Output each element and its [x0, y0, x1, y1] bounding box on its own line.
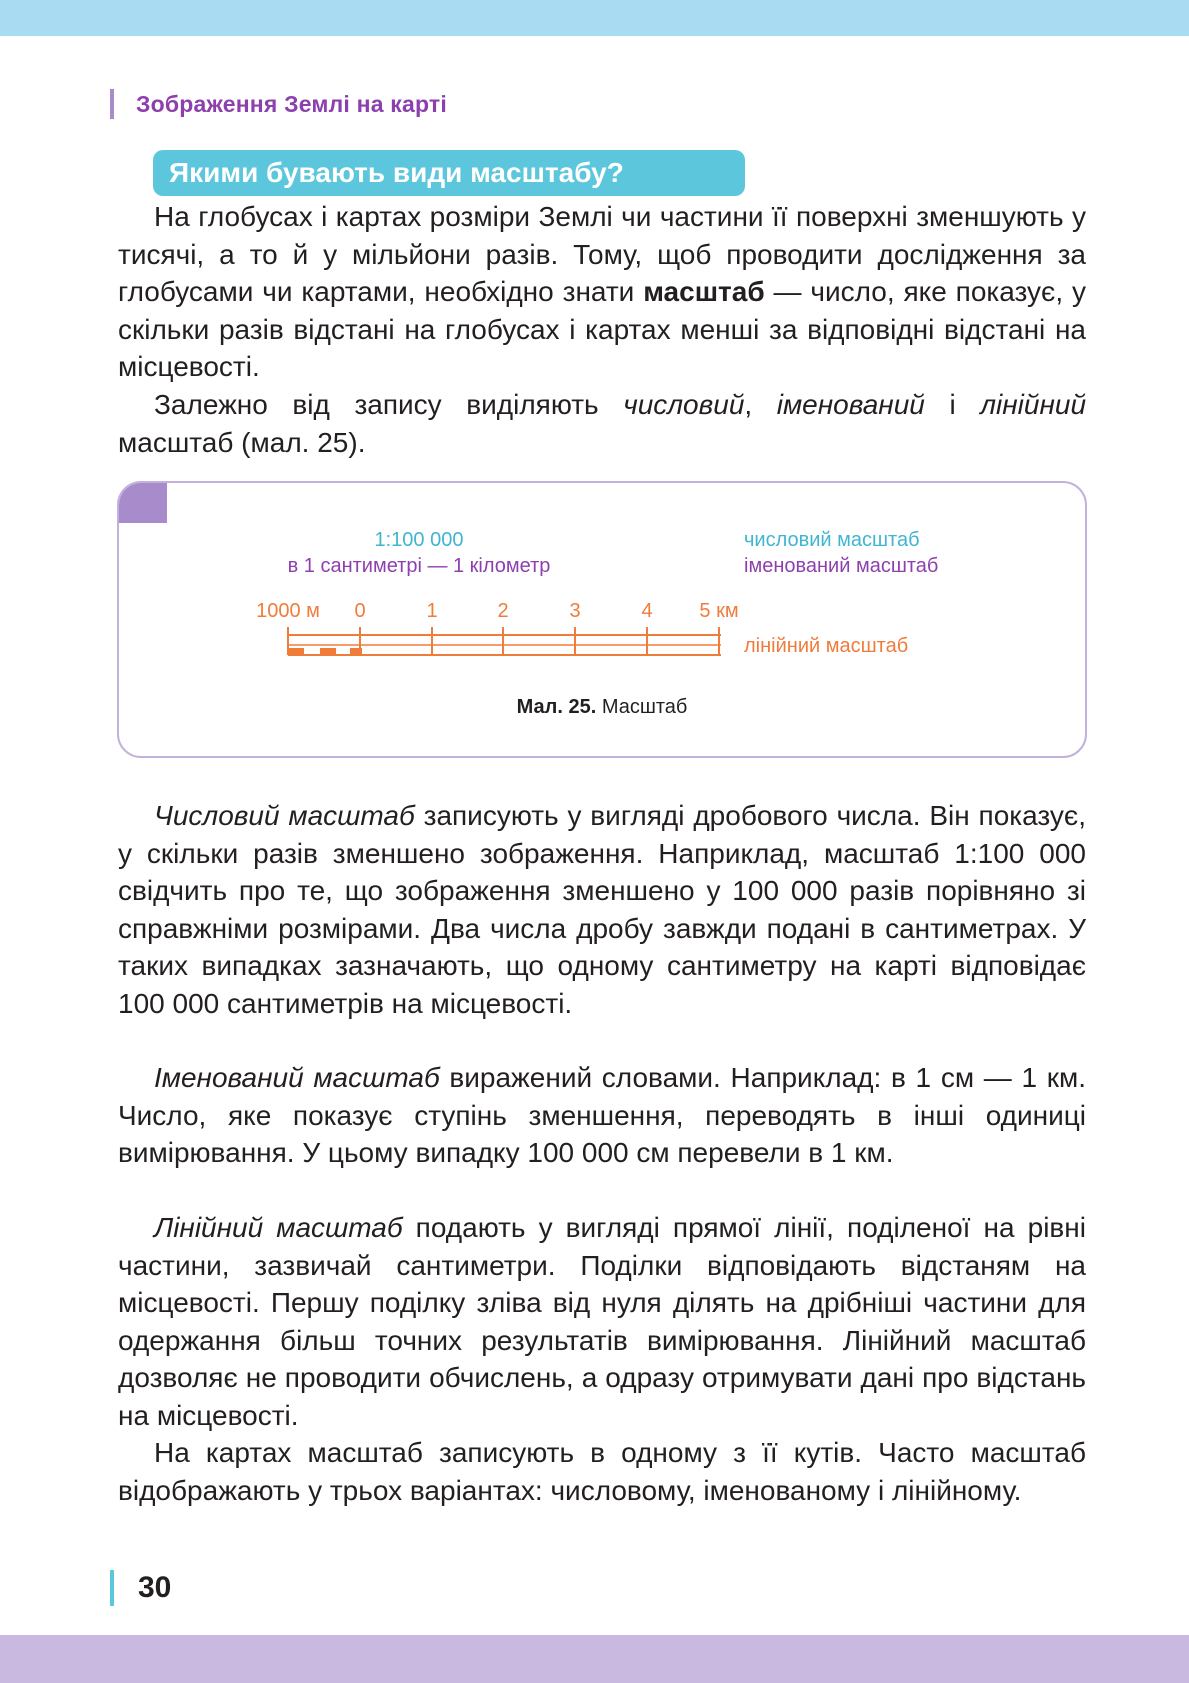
- term-numeric-scale: Числовий масштаб: [154, 800, 415, 831]
- term-named: іменований: [776, 389, 925, 420]
- running-head-bar: [110, 89, 114, 119]
- bottom-color-band: [0, 1635, 1189, 1683]
- paragraph-text: ,: [744, 389, 777, 420]
- top-color-band: [0, 0, 1189, 36]
- tick-label: 1000 м: [256, 600, 320, 622]
- paragraph-text: На глобусах і картах розміри Землі чи частини її поверхні зменшують у тисячі, а то й у мільйони разів. Тому, щоб проводити дослідження за глобусами чи картами, необхідно знати: [118, 201, 1086, 307]
- running-head: [110, 90, 447, 118]
- section-title: Якими бувають види масштабу?: [153, 150, 745, 196]
- tick-label: 2: [497, 600, 509, 622]
- page-number: [110, 1568, 171, 1608]
- running-head-text: Зображення Землі на карті: [136, 90, 447, 117]
- label-linear-scale: лінійний масштаб: [744, 635, 909, 657]
- figure-caption: [517, 696, 688, 718]
- figure-25: [117, 481, 1087, 758]
- caption-number: Мал. 25.: [516, 696, 597, 718]
- term-linear-scale: Лінійний масштаб: [154, 1212, 403, 1243]
- term-linear: лінійний: [980, 389, 1087, 420]
- named-scale-text: в 1 сантиметрі — 1 кілометр: [287, 555, 551, 577]
- paragraph-intro: [118, 198, 1086, 386]
- tick-label: 5 км: [699, 600, 739, 622]
- label-numeric-scale: числовий масштаб: [744, 529, 920, 551]
- numeric-scale-text: 1:100 000: [374, 529, 464, 551]
- label-named-scale: іменований масштаб: [744, 555, 939, 577]
- paragraph-text: виражений словами. Наприклад: в 1 см — 1 км. Число, яке показує ступінь зменшення, переводять в інші одиниці вимірювання. У цьому випадку 100 000 см перевели в 1 км.: [118, 1062, 1087, 1168]
- tick-label: 4: [641, 600, 653, 622]
- page-number-bar: [110, 1570, 114, 1606]
- scale-figure-svg: [119, 483, 1087, 758]
- term-named-scale: Іменований масштаб: [154, 1062, 440, 1093]
- tick-label: 3: [569, 600, 581, 622]
- paragraph-text: подають у вигляді прямої лінії, поділеної на рівні частини, зазвичай сантиметри. Поділки відповідають відстаням на місцевості. Першу поділку зліва від нуля ділять на дрібніші частини для одержання більш точних результатів вимірювання. Лінійний масштаб дозволяє не проводити обчислень, а одразу отримувати дані про відстань на місцевості.: [118, 1212, 1086, 1431]
- paragraph-text: масштаб (мал. 25).: [118, 426, 366, 458]
- caption-text: Масштаб: [596, 696, 688, 718]
- tick-label: 1: [426, 600, 438, 622]
- paragraph-text: — число, яке показує, у скільки разів відстані на глобусах і картах менші за відповідні відстані на місцевості.: [118, 276, 1086, 382]
- paragraph-text: і: [924, 389, 981, 420]
- paragraph-types: [118, 386, 1086, 461]
- term-scale: масштаб: [643, 276, 765, 307]
- scale-segment-filled: [320, 648, 336, 656]
- paragraph-text: Залежно від запису виділяють: [154, 389, 624, 420]
- paragraph-map-usage: [118, 1434, 1086, 1509]
- paragraph-named-scale: [118, 1059, 1086, 1172]
- paragraph-text: записують у вигляді дробового числа. Він показує, у скільки разів зменшено зображення. Наприклад, масштаб 1:100 000 свідчить про те, що зображення зменшено у 100 000 разів порівняно зі справжніми розмірами. Два числа дробу завжди подані в сантиметрах. У таких випадках зазначають, що одному сантиметру на карті відповідає 100 000 сантиметрів на місцевості.: [118, 800, 1086, 1019]
- term-numeric: числовий: [623, 389, 745, 420]
- paragraph-numeric-scale: [118, 797, 1086, 1022]
- tick-label: 0: [354, 600, 366, 622]
- linear-scale-bar: [288, 627, 721, 656]
- paragraph-linear-scale: [118, 1209, 1086, 1434]
- paragraph-text: На картах масштаб записують в одному з її кутів. Часто масштаб відображають у трьох варіантах: числовому, іменованому і лінійному.: [118, 1437, 1086, 1506]
- page-number-text: 30: [138, 1571, 172, 1604]
- scale-segment-filled: [288, 648, 304, 656]
